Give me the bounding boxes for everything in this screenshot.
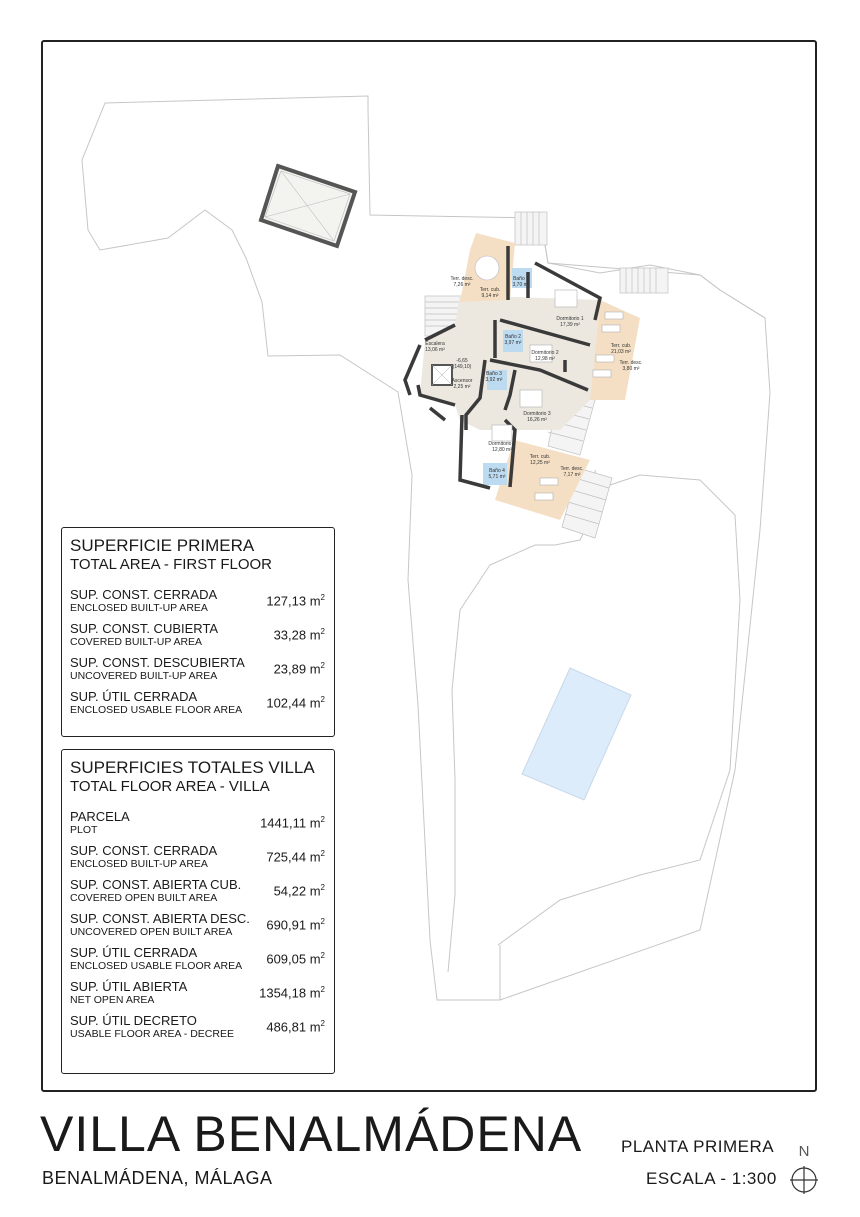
area-row-label <box>70 843 217 871</box>
area-value-unit: 2 <box>320 849 325 859</box>
room-name: Baño 3 <box>486 371 502 377</box>
area-row <box>70 874 325 908</box>
area-row <box>70 686 325 720</box>
area-label-es: SUP. ÚTIL CERRADA <box>70 689 198 704</box>
area-value-unit: 2 <box>320 661 325 671</box>
area-label-es: SUP. CONST. CERRADA <box>70 843 218 858</box>
area-row <box>70 908 325 942</box>
area-value <box>266 593 325 608</box>
north-arrow-icon <box>790 1140 822 1194</box>
area-row-label <box>70 809 130 837</box>
area-value <box>260 815 325 830</box>
area-value-number: 127,13 m <box>266 593 321 609</box>
room-name: Dormitorio 2 <box>531 350 559 356</box>
project-title: VILLA BENALMÁDENA <box>40 1106 583 1162</box>
area-value <box>274 661 325 676</box>
scale-label: ESCALA - 1:300 <box>646 1169 777 1188</box>
room-name: -6,65 <box>456 358 468 364</box>
area-label-en: ENCLOSED BUILT-UP AREA <box>70 858 208 870</box>
room-name: Terr. desc. <box>450 276 474 282</box>
room-area: 3,97 m² <box>504 340 522 346</box>
area-value <box>266 917 325 932</box>
room-name: Dormitorio 3 <box>523 411 551 417</box>
area-value-number: 33,28 m <box>273 627 321 643</box>
area-row <box>70 942 325 976</box>
area-row-label <box>70 911 250 939</box>
area-row-label <box>70 655 245 683</box>
area-label-en: PLOT <box>70 824 98 836</box>
area-row-label <box>70 945 242 973</box>
area-value-number: 725,44 m <box>266 849 321 865</box>
area-label-en: ENCLOSED BUILT-UP AREA <box>70 602 208 614</box>
area-value-number: 1354,18 m <box>259 985 321 1001</box>
area-row <box>70 1010 325 1044</box>
area-value-number: 690,91 m <box>266 917 321 933</box>
area-row <box>70 618 325 652</box>
first-floor-rows <box>70 584 325 720</box>
area-label-es: PARCELA <box>70 809 130 824</box>
area-value <box>266 1019 325 1034</box>
area-value <box>266 695 325 710</box>
area-value-unit: 2 <box>320 695 325 705</box>
room-area: 5,71 m² <box>488 474 506 480</box>
room-name: Ascensor <box>451 378 473 384</box>
area-label-es: SUP. CONST. ABIERTA CUB. <box>70 877 242 892</box>
area-value-number: 23,89 m <box>273 661 321 677</box>
area-label-en: NET OPEN AREA <box>70 994 155 1006</box>
area-label-en: ENCLOSED USABLE FLOOR AREA <box>70 960 243 972</box>
roof-structure <box>261 166 355 246</box>
first-floor-table-subtitle: TOTAL AREA - FIRST FLOOR <box>70 556 272 573</box>
room-area: 12,80 m² <box>492 447 512 453</box>
area-row <box>70 584 325 618</box>
room-area: 17,39 m² <box>560 322 580 328</box>
area-label-es: SUP. CONST. ABIERTA DESC. <box>70 911 250 926</box>
room-area: (149,10) <box>452 364 472 370</box>
room-area: 9,14 m² <box>481 293 499 299</box>
area-label-es: SUP. ÚTIL DECRETO <box>70 1013 197 1028</box>
area-value-unit: 2 <box>320 883 325 893</box>
room-name: Baño 4 <box>489 468 505 474</box>
area-row-label <box>70 689 242 717</box>
area-label-en: ENCLOSED USABLE FLOOR AREA <box>70 704 243 716</box>
room-name: Dormitorio 1 <box>556 316 584 322</box>
room-area: 3,92 m² <box>485 377 503 383</box>
area-value-unit: 2 <box>320 1019 325 1029</box>
area-row <box>70 976 325 1010</box>
first-floor-table-title: SUPERFICIE PRIMERA <box>70 536 255 555</box>
room-area: 7,17 m² <box>563 472 581 478</box>
area-value-unit: 2 <box>320 951 325 961</box>
area-label-es: SUP. ÚTIL ABIERTA <box>70 979 188 994</box>
villa-total-area-table <box>61 749 335 1074</box>
pool <box>522 668 631 800</box>
room-name: Dormitorio 4 <box>488 441 516 447</box>
area-value <box>259 985 325 1000</box>
room-name: Terr. desc. <box>560 466 584 472</box>
room-name: Terr. cub. <box>479 287 501 293</box>
area-value-number: 486,81 m <box>266 1019 321 1035</box>
area-value-unit: 2 <box>320 917 325 927</box>
area-row <box>70 652 325 686</box>
area-label-en: UNCOVERED OPEN BUILT AREA <box>70 926 233 938</box>
area-label-es: SUP. CONST. DESCUBIERTA <box>70 655 245 670</box>
room-area: 12,98 m² <box>535 356 555 362</box>
area-value-unit: 2 <box>320 815 325 825</box>
area-value-unit: 2 <box>320 985 325 995</box>
room-name: Escalera <box>425 341 445 347</box>
north-label: N <box>798 1143 810 1160</box>
first-floor-area-table <box>61 527 335 737</box>
area-row <box>70 840 325 874</box>
room-area: 21,03 m² <box>611 349 631 355</box>
area-value <box>274 883 325 898</box>
area-value-unit: 2 <box>320 627 325 637</box>
area-label-en: USABLE FLOOR AREA - DECREE <box>70 1028 234 1040</box>
area-label-es: SUP. ÚTIL CERRADA <box>70 945 198 960</box>
room-area: 7,26 m² <box>453 282 471 288</box>
room-name: Baño 2 <box>505 334 521 340</box>
area-label-en: COVERED OPEN BUILT AREA <box>70 892 218 904</box>
villa-table-title: SUPERFICIES TOTALES VILLA <box>70 758 315 777</box>
area-row-label <box>70 877 241 905</box>
room-area: 3,80 m² <box>622 366 640 372</box>
area-label-es: SUP. CONST. CERRADA <box>70 587 218 602</box>
area-value-number: 102,44 m <box>266 695 321 711</box>
room-area: 12,25 m² <box>530 460 550 466</box>
area-label-en: UNCOVERED BUILT-UP AREA <box>70 670 218 682</box>
area-value <box>266 951 325 966</box>
room-name: Terr. cub. <box>610 343 632 349</box>
area-value-number: 1441,11 m <box>260 815 321 831</box>
room-area: 2,25 m² <box>453 384 471 390</box>
area-value-unit: 2 <box>320 593 325 603</box>
area-row <box>70 806 325 840</box>
room-name: Baño 1 <box>513 276 529 282</box>
area-label-en: COVERED BUILT-UP AREA <box>70 636 203 648</box>
area-value-number: 609,05 m <box>266 951 321 967</box>
area-row-label <box>70 587 217 615</box>
villa-table-subtitle: TOTAL FLOOR AREA - VILLA <box>70 778 270 795</box>
area-value <box>274 627 325 642</box>
room-name: Terr. desc. <box>619 360 643 366</box>
area-label-es: SUP. CONST. CUBIERTA <box>70 621 219 636</box>
area-row-label <box>70 979 187 1007</box>
room-name: Terr. cub. <box>529 454 551 460</box>
room-area: 3,70 m² <box>512 282 530 288</box>
plan-level-label: PLANTA PRIMERA <box>621 1137 775 1156</box>
room-area: 13,06 m² <box>425 347 445 353</box>
area-value-number: 54,22 m <box>273 883 321 899</box>
villa-total-rows <box>70 806 325 1044</box>
area-row-label <box>70 1013 234 1041</box>
room-area: 16,26 m² <box>527 417 547 423</box>
area-value <box>266 849 325 864</box>
area-row-label <box>70 621 218 649</box>
project-location: BENALMÁDENA, MÁLAGA <box>42 1168 273 1188</box>
